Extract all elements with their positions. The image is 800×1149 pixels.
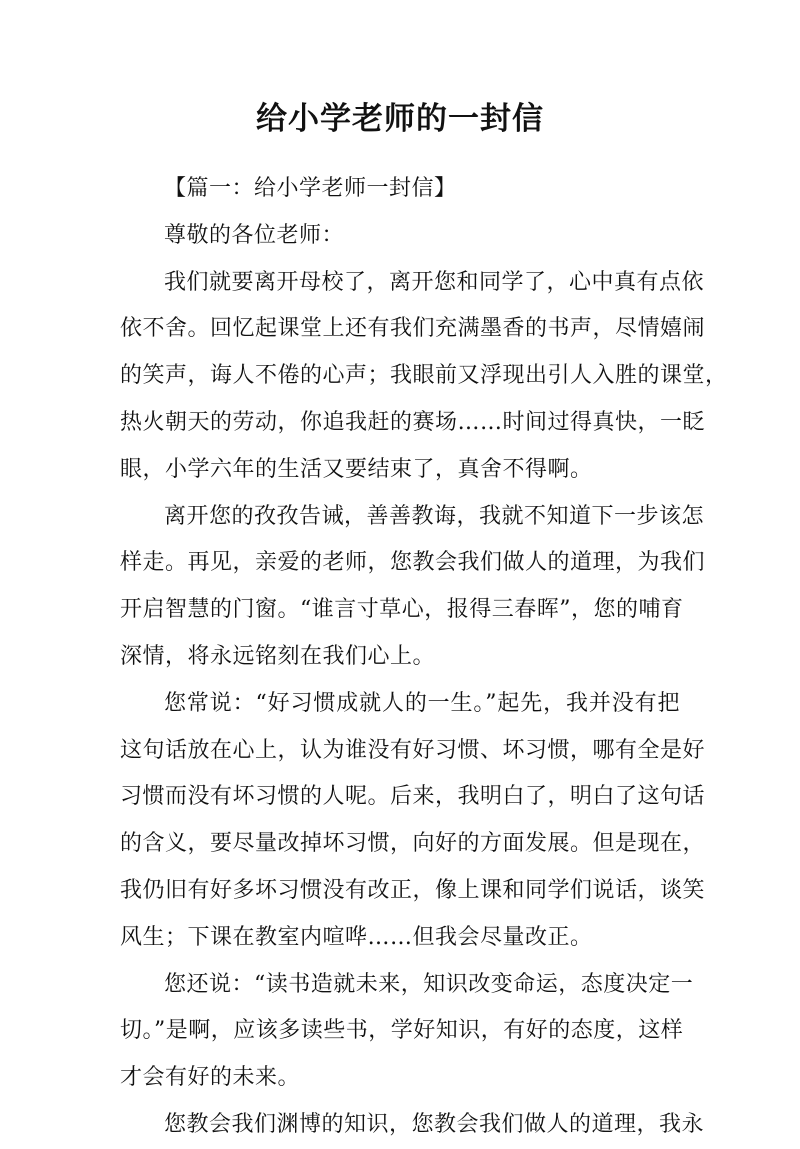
text-line: 的含义，要尽量改掉坏习惯，向好的方面发展。但是现在， bbox=[120, 831, 706, 857]
text-line: 您常说：“好习惯成就人的一生。”起先，我并没有把 bbox=[164, 690, 680, 716]
document-title: 给小学老师的一封信 bbox=[256, 101, 544, 137]
letter-body bbox=[120, 166, 728, 1149]
section-heading: 【篇一：给小学老师一封信】 bbox=[164, 176, 457, 201]
text-line: 您教会我们渊博的知识，您教会我们做人的道理，我永 bbox=[164, 1111, 705, 1137]
text-line: 样走。再见，亲爱的老师，您教会我们做人的道理，为我们 bbox=[120, 550, 706, 576]
text-line: 开启智慧的门窗。“谁言寸草心，报得三春晖”，您的哺育 bbox=[120, 597, 684, 623]
text-line: 我们就要离开母校了，离开您和同学了，心中真有点依 bbox=[164, 269, 705, 295]
text-line: 您还说：“读书造就未来，知识改变命运，态度决定一 bbox=[164, 971, 694, 997]
text-line: 才会有好的未来。 bbox=[120, 1065, 301, 1091]
text-line: 我仍旧有好多坏习惯没有改正，像上课和同学们说话，谈笑 bbox=[120, 877, 706, 903]
text-line: 离开您的孜孜告诫，善善教诲，我就不知道下一步该怎 bbox=[164, 503, 705, 529]
salutation: 尊敬的各位老师： bbox=[164, 222, 345, 248]
text-line: 习惯而没有坏习惯的人呢。后来，我明白了，明白了这句话 bbox=[120, 784, 706, 810]
text-line: 眼，小学六年的生活又要结束了，真舍不得啊。 bbox=[120, 456, 593, 482]
text-line: 这句话放在心上，认为谁没有好习惯、坏习惯，哪有全是好 bbox=[120, 737, 706, 763]
text-line: 风生；下课在教室内喧哗……但我会尽量改正。 bbox=[120, 924, 593, 950]
text-line: 的笑声，诲人不倦的心声；我眼前又浮现出引人入胜的课堂， bbox=[120, 363, 728, 389]
text-line: 热火朝天的劳动，你追我赶的赛场……时间过得真快，一眨 bbox=[120, 409, 706, 435]
text-line: 依不舍。回忆起课堂上还有我们充满墨香的书声，尽情嬉闹 bbox=[120, 316, 706, 342]
text-line: 切。”是啊，应该多读些书，学好知识，有好的态度，这样 bbox=[120, 1018, 684, 1044]
text-line: 深情，将永远铭刻在我们心上。 bbox=[120, 643, 436, 669]
